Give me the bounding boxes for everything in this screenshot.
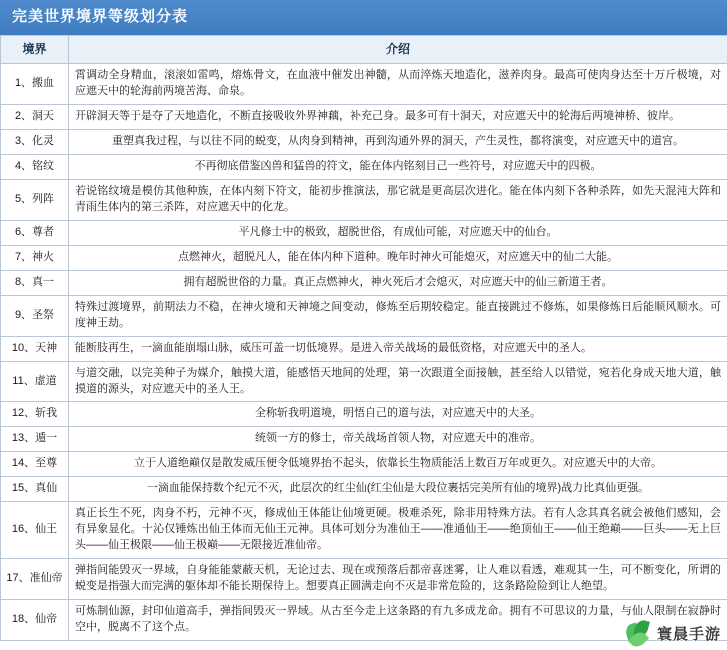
table-row [1, 270, 727, 295]
realm-name-cell: 3、化灵 [1, 130, 69, 155]
table-row [1, 559, 727, 600]
table-row [1, 155, 727, 180]
realm-description-cell: 立于人道绝巅仅是散发威压便令低境界抬不起头，依靠长生物质能活上数百万年或更久。对应遮天中的大帝。 [69, 452, 727, 477]
table-row [1, 295, 727, 336]
realm-name-cell: 15、真仙 [1, 477, 69, 502]
table-row [1, 64, 727, 105]
realm-description-cell: 点燃神火，超脱凡人，能在体内种下道种。晚年时神火可能熄灭，对应遮天中的仙二大能。 [69, 245, 727, 270]
realm-description-cell: 特殊过渡境界，前期法力不稳，在神火境和天神境之间变动，修炼至后期较稳定。能直接跳过不修炼，如果修炼日后能顺风顺水。可度神王劫。 [69, 295, 727, 336]
realm-name-cell: 18、仙帝 [1, 599, 69, 640]
realm-name-cell: 14、至尊 [1, 452, 69, 477]
realm-description-cell: 霄调动全身精血，滚滚如雷鸣，熔炼骨文，在血液中催发出神髓，从而淬炼天地造化，滋养肉身。最高可使肉身达至十万斤极境，对应遮天中的轮海前两境苦海、命泉。 [69, 64, 727, 105]
realm-description-cell: 与道交融，以完美种子为媒介，触摸大道，能感悟天地间的处理，第一次跟道全面接触，甚至给人以错觉，宛若化身成天地大道，触摸道的源头，对应遮天中的圣人王。 [69, 361, 727, 402]
realm-name-cell: 11、虚道 [1, 361, 69, 402]
realm-name-cell: 13、遁一 [1, 427, 69, 452]
table-row [1, 220, 727, 245]
realm-name-cell: 8、真一 [1, 270, 69, 295]
realm-name-cell: 7、神火 [1, 245, 69, 270]
realm-description-cell: 可炼制仙源，封印仙道高手，弹指间毁灭一界域。从古至今走上这条路的有九多成龙命。拥有不可思议的力量，与仙人限制在寂静时空中，脱离不了这个点。 [69, 599, 727, 640]
realm-description-cell: 不再彻底借鉴凶兽和猛兽的符文，能在体内铭刻目己一些符号，对应遮天中的四极。 [69, 155, 727, 180]
table-row [1, 130, 727, 155]
realm-level-table [0, 35, 727, 641]
table-row [1, 105, 727, 130]
realm-name-cell: 10、天神 [1, 336, 69, 361]
realm-description-cell: 弹指间能毁灭一界域，自身能能蒙蔽天机，无论过去、现在或预落后都帝喜迷雾，让人难以看透，难观其一生，可不断变化，所谓的蜕变是指强大而完满的躯体却不能长期保待上。想要真正圆满走向不灭是非常危险的，这条路险险到让人绝望。 [69, 559, 727, 600]
realm-name-cell: 17、准仙帝 [1, 559, 69, 600]
column-header-realm: 境界 [1, 36, 69, 64]
table-body [1, 64, 727, 640]
realm-description-cell: 能断肢再生，一滴血能崩塌山脉，威压可盖一切低境界。是进入帝关战场的最低资格，对应遮天中的圣人。 [69, 336, 727, 361]
realm-name-cell: 12、斩我 [1, 402, 69, 427]
column-header-description: 介绍 [69, 36, 727, 64]
realm-description-cell: 一滴血能保持数个纪元不灭，此层次的红尘仙(红尘仙是大段位裹括完美所有仙的境界)战力比真仙更强。 [69, 477, 727, 502]
realm-name-cell: 9、圣祭 [1, 295, 69, 336]
realm-description-cell: 平凡修士中的极致，超脱世俗，有成仙可能，对应遮天中的仙台。 [69, 220, 727, 245]
table-row [1, 452, 727, 477]
realm-description-cell: 开辟洞天等于是夺了天地造化，不断直接吸收外界神藕，补充己身。最多可有十洞天，对应遮天中的轮海后两境神桥、彼岸。 [69, 105, 727, 130]
realm-description-cell: 若说铭纹境是模仿其他种族，在体内刻下符文，能初步推演法，那它就是更高层次进化。能在体内刻下各种杀阵，如先天混沌大阵和青雨生体内的第三杀阵，对应遮天中的化龙。 [69, 180, 727, 221]
realm-description-cell: 拥有超脱世俗的力量。真正点燃神火，神火死后才会熄灭，对应遮天中的仙三新道王者。 [69, 270, 727, 295]
realm-name-cell: 16、仙王 [1, 502, 69, 559]
realm-description-cell: 全称斩我明道境，明悟自己的道与法，对应遮天中的大圣。 [69, 402, 727, 427]
realm-name-cell: 6、尊者 [1, 220, 69, 245]
realm-name-cell: 1、搬血 [1, 64, 69, 105]
realm-description-cell: 重塑真我过程，与以往不同的蜕变，从肉身到精神，再到沟通外界的洞天，产生灵性，都将演变，对应遮天中的道宫。 [69, 130, 727, 155]
realm-description-cell: 统领一方的修士，帝关战场首领人物，对应遮天中的准帝。 [69, 427, 727, 452]
realm-description-cell: 真正长生不死，肉身不朽，元神不灭，修成仙王体能让仙境更硬。极难杀死，除非用特殊方法。若有人念其真名就会被他们感知，会有异象显化。十沁仅锤炼出仙王体而无仙王元神。具体可划分为准仙王——准通仙王——绝顶仙王——仙王绝巅——巨头——无上巨头——仙王极限——仙王极巅——无限接近准仙帝。 [69, 502, 727, 559]
table-row [1, 502, 727, 559]
realm-name-cell: 4、铭纹 [1, 155, 69, 180]
table-row [1, 361, 727, 402]
realm-name-cell: 2、洞天 [1, 105, 69, 130]
table-header-row [1, 36, 727, 64]
table-row [1, 245, 727, 270]
realm-name-cell: 5、列阵 [1, 180, 69, 221]
watermark-text: 寰晨手游 [656, 625, 721, 643]
table-row [1, 599, 727, 640]
page-title: 完美世界境界等级划分表 [0, 0, 727, 35]
table-row [1, 180, 727, 221]
table-row [1, 477, 727, 502]
table-row [1, 427, 727, 452]
table-row [1, 402, 727, 427]
table-row [1, 336, 727, 361]
